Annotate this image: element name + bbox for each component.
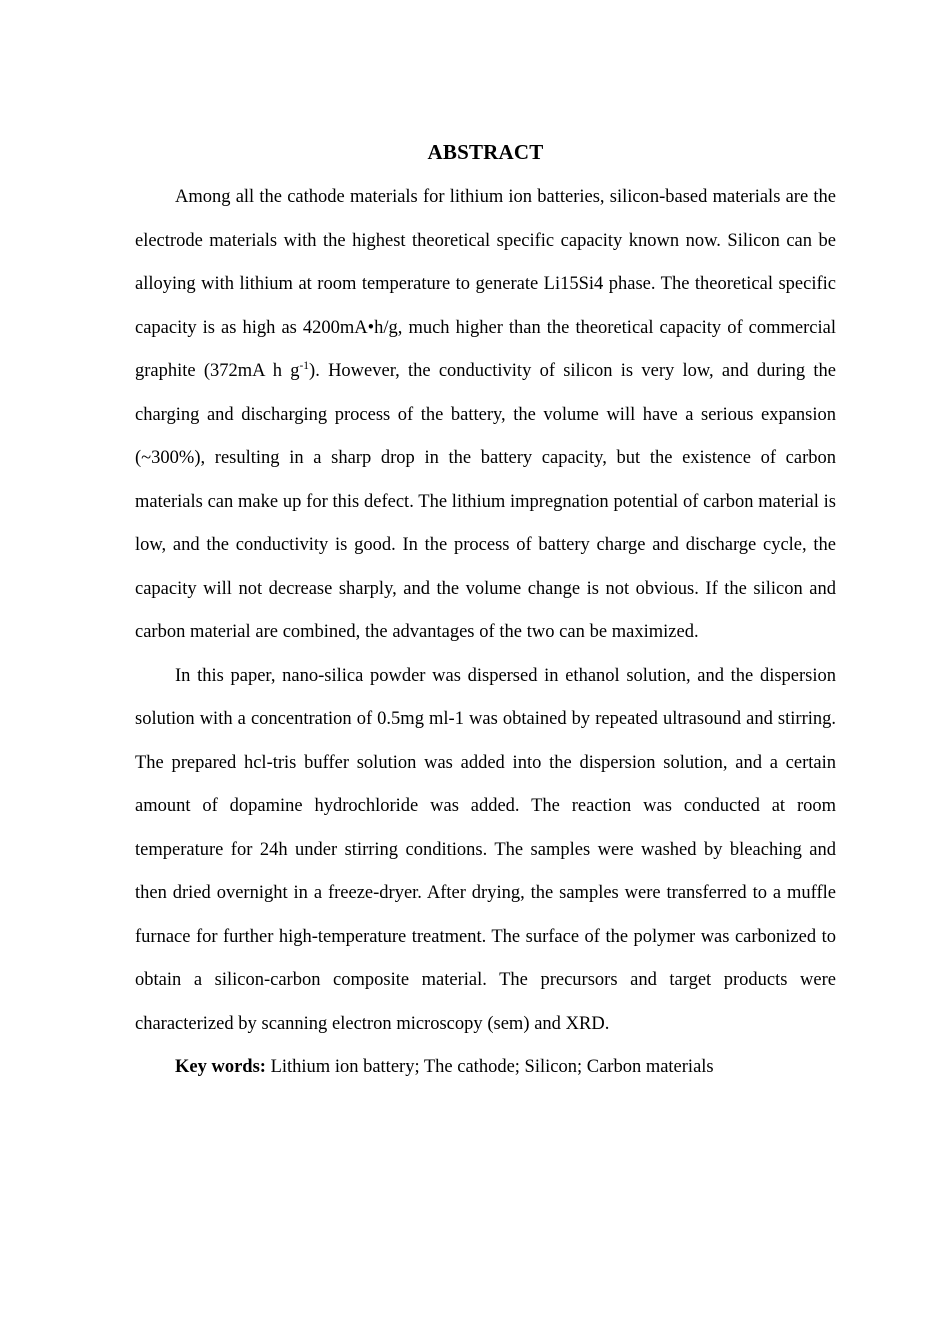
abstract-paragraph-1: Among all the cathode materials for lithium ion batteries, silicon-based materials are the electrode materials with the highest theoretical specific capacity known now. Silicon can be alloying with lithium at room temperature to generate Li15Si4 phase. The theoretical specific capacity is as high as 4200mA•h/g, much higher than the theoretical capacity of commercial graphite (372mA h $g^{-1}$). However, the conductivity of silicon is very low, and during the charging and discharging process of the battery, the volume will have a serious expansion (~300%), resulting in a sharp drop in the battery capacity, but the existence of carbon materials can make up for this defect. The lithium impregnation potential of carbon material is low, and the conductivity is good. In the process of battery charge and discharge cycle, the capacity will not decrease sharply, and the volume change is not obvious. If the silicon and carbon material are combined, the advantages of the two can be maximized. (135, 187, 836, 642)
abstract-paragraph-2: In this paper, nano-silica powder was dispersed in ethanol solution, and the dispersion solution with a concentration of 0.5mg ml-1 was obtained by repeated ultrasound and stirring. The prepared hcl-tris buffer solution was added into the dispersion solution, and a certain amount of dopamine hydrochloride was added. The reaction was conducted at room temperature for 24h under stirring conditions. The samples were washed by bleaching and then dried overnight in a freeze-dryer. After drying, the samples were transferred to a muffle furnace for further high-temperature treatment. The surface of the polymer was carbonized to obtain a silicon-carbon composite material. The precursors and target products were characterized by scanning electron microscopy (sem) and XRD. (135, 665, 836, 1034)
keywords-label: Key words: (175, 1057, 266, 1077)
keywords-line (135, 1046, 836, 1090)
page-content (135, 0, 836, 1090)
page-title: ABSTRACT (427, 140, 544, 164)
superscript-text: -1 (299, 359, 310, 372)
keywords-value: Lithium ion battery; The cathode; Silicon; Carbon materials (265, 1057, 714, 1077)
